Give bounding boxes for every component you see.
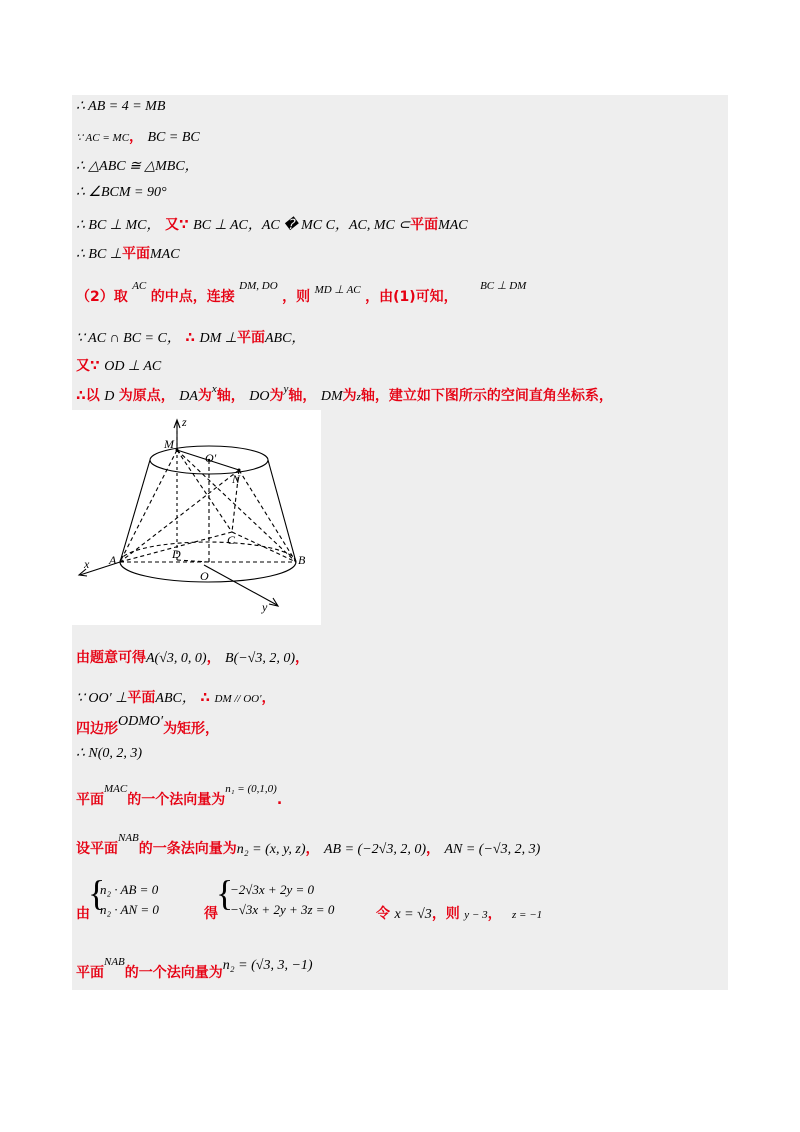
eq-abc: ABC，: [155, 691, 196, 706]
text-fragment: 轴，: [288, 388, 317, 404]
text-fragment: 轴，建立如下图所示的空间直角坐标系，: [360, 388, 613, 404]
eq-y-3: y − 3: [464, 909, 488, 921]
eq-dm: DM: [320, 389, 343, 404]
eq-angle-bcm: ∴ ∠BCM = 90°: [76, 185, 167, 200]
line-points-a-b: [76, 647, 309, 667]
eq-point-a: A(√3, 0, 0): [146, 651, 207, 666]
frustum-figure: [72, 410, 321, 625]
line-rectangle: [76, 714, 220, 738]
text-then: ，则: [282, 289, 311, 305]
text-normal-vector: 的一个法向量为: [127, 792, 226, 808]
line-point-n: [76, 745, 142, 762]
text-plane: 平面: [410, 217, 439, 233]
text-quadrilateral: 四边形: [76, 721, 118, 737]
y-arrow: [269, 598, 278, 606]
text-plane: 平面: [236, 330, 265, 346]
eq-d: D: [104, 389, 115, 404]
eq-congruent: ∴ △ABC ≅ △MBC，: [76, 159, 199, 174]
eq-bc-perp-dm: BC ⊥ DM: [480, 280, 527, 292]
seg-cb: [232, 532, 296, 562]
line-bc-perp-mc: [76, 214, 468, 234]
text-plane: 平面: [122, 246, 150, 262]
text-therefore: ∴: [200, 690, 211, 706]
line-coordinate-system: [76, 385, 613, 405]
eq-point-b: B(−√3, 2, 0): [225, 651, 296, 666]
eq-do: DO: [249, 389, 270, 404]
line-bc-perp-plane: [76, 243, 180, 263]
line-congruent: [76, 155, 199, 175]
line-normal-nab: [76, 956, 313, 982]
eq-ab-mb: ∴ AB = 4 = MB: [76, 99, 166, 114]
comma: ，: [295, 650, 310, 666]
bottom-ellipse-back: [120, 542, 296, 562]
comma: ，: [206, 650, 221, 666]
eq-od-perp-ac: OD ⊥ AC: [104, 359, 162, 374]
text-from: 由: [76, 906, 90, 922]
line-angle-bcm: [76, 184, 167, 201]
eq-nab: NAB: [104, 956, 125, 968]
line-ab-eq-mb: [76, 98, 165, 115]
eq-abc: ABC，: [264, 331, 306, 346]
eq-bc-bc: BC = BC: [147, 130, 200, 145]
y-axis: [204, 565, 277, 605]
label-o-prime: O′: [205, 451, 217, 465]
line-oo-perp: [76, 687, 276, 707]
comma: ，: [261, 690, 276, 706]
eq-y: y: [283, 383, 289, 395]
eq-bc-perp-mc: ∴ BC ⊥ MC，: [76, 218, 161, 233]
text-fragment: ∴以: [76, 388, 100, 404]
eq-dm-parallel-oo: DM // OO′: [214, 693, 262, 705]
eq-n2-dot-an: n₂ · AN = 0: [100, 902, 159, 917]
system-equations: [230, 880, 334, 920]
eq-mac: MAC: [438, 218, 468, 233]
period: .: [276, 792, 283, 808]
comma: ，: [487, 906, 502, 922]
text-get: 得: [204, 906, 218, 922]
text-plane: 平面: [127, 690, 156, 706]
label-x: x: [84, 557, 90, 571]
label-b: B: [298, 553, 306, 567]
eq-n1: n₁ = (0,1,0): [225, 783, 277, 795]
eq-md-perp-ac: MD ⊥ AC: [314, 284, 361, 296]
comma: ，: [426, 841, 440, 857]
eq-oo-perp: ∵ OO′ ⊥: [76, 691, 128, 706]
eq-odmo: ODMO′: [118, 714, 164, 729]
eq-vector-an: AN = (−√3, 2, 3): [444, 842, 541, 857]
label-n: N: [232, 472, 241, 486]
text-fragment: 轴，: [216, 388, 245, 404]
eq-ac-mc: ∵ AC = MC: [76, 132, 130, 144]
eq-nab: NAB: [118, 832, 139, 844]
brace-left: {: [88, 873, 106, 913]
text-fragment: 为: [342, 388, 357, 404]
seg-nb: [239, 470, 296, 562]
line-ac-eq-mc: [76, 126, 200, 146]
brace-right: {: [216, 873, 234, 913]
text-then: ，则: [431, 906, 460, 922]
eq-x-sqrt3: x = √3: [394, 907, 432, 922]
text-from-1: ，由(1)可知，: [365, 289, 458, 305]
left-side: [120, 460, 150, 562]
eq-z-neg1: z = −1: [512, 909, 543, 921]
eq-n2-result: n₂ = (√3, 3, −1): [222, 958, 313, 973]
line-normal-mac: [76, 783, 283, 809]
line-let-x: [376, 903, 542, 923]
line-intersection: [76, 327, 305, 347]
label-m: M: [164, 437, 174, 451]
text-from-problem: 由题意可得: [76, 650, 146, 666]
eq-n2-dot-ab: n₂ · AB = 0: [100, 882, 159, 897]
eq-da: DA: [179, 389, 198, 404]
line-od-perp-ac: [76, 355, 161, 375]
eq-point-n: ∴ N(0, 2, 3): [76, 746, 143, 761]
system-dot-products: [100, 880, 159, 920]
frustum-diagram: [72, 410, 321, 625]
text-midpoint-connect: 的中点，连接: [150, 289, 235, 305]
label-y: y: [262, 600, 268, 614]
eq-mac: MAC: [104, 783, 128, 795]
text-let: 令: [376, 906, 390, 922]
text-therefore: ∴: [185, 330, 196, 346]
text-normal-vector: 的一个法向量为: [124, 965, 223, 981]
comma: ，: [305, 841, 320, 857]
label-z: z: [182, 415, 187, 429]
label-c: C: [227, 533, 236, 547]
eq-mac: MAC: [150, 247, 180, 262]
eq-x: x: [211, 383, 217, 395]
eq-bc-perp: ∴ BC ⊥: [76, 247, 122, 262]
eq-system-1: −2√3x + 2y = 0: [230, 882, 314, 897]
eq-n2: n₂ = (x, y, z): [236, 842, 306, 857]
text-is-rectangle: 为矩形，: [163, 721, 220, 737]
seg-mb: [177, 450, 296, 562]
text-plane: 平面: [76, 965, 104, 981]
line-set-normal-nab: [76, 832, 541, 858]
eq-vector-ab: AB = (−2√3, 2, 0): [323, 842, 426, 857]
label-o: O: [200, 569, 209, 583]
label-a: A: [109, 553, 117, 567]
text-plane: 平面: [76, 792, 104, 808]
label-d: D: [172, 547, 181, 561]
text-part2-take: （2）取: [76, 289, 128, 305]
eq-ac: AC: [132, 280, 147, 292]
text-fragment: 为: [269, 388, 284, 404]
eq-system-2: −√3x + 2y + 3z = 0: [230, 902, 335, 917]
text-fragment: 为: [197, 388, 212, 404]
comma: ，: [129, 129, 144, 145]
text-normal-vector: 的一条法向量为: [138, 841, 237, 857]
eq-ac-cap-bc: ∵ AC ∩ BC = C，: [76, 331, 181, 346]
text-you-since: 又∵: [76, 358, 100, 374]
eq-z: z: [356, 391, 361, 403]
eq-dm-do: DM, DO: [239, 280, 278, 292]
right-side: [268, 460, 296, 562]
text-let-plane: 设平面: [76, 841, 118, 857]
text-you-since: 又∵: [164, 217, 189, 233]
eq-bc-perp-ac: BC ⊥ AC，AC � MC C，AC, MC ⊂: [193, 218, 411, 233]
text-fragment: 为原点，: [118, 388, 175, 404]
eq-dm-perp: DM ⊥: [199, 331, 237, 346]
